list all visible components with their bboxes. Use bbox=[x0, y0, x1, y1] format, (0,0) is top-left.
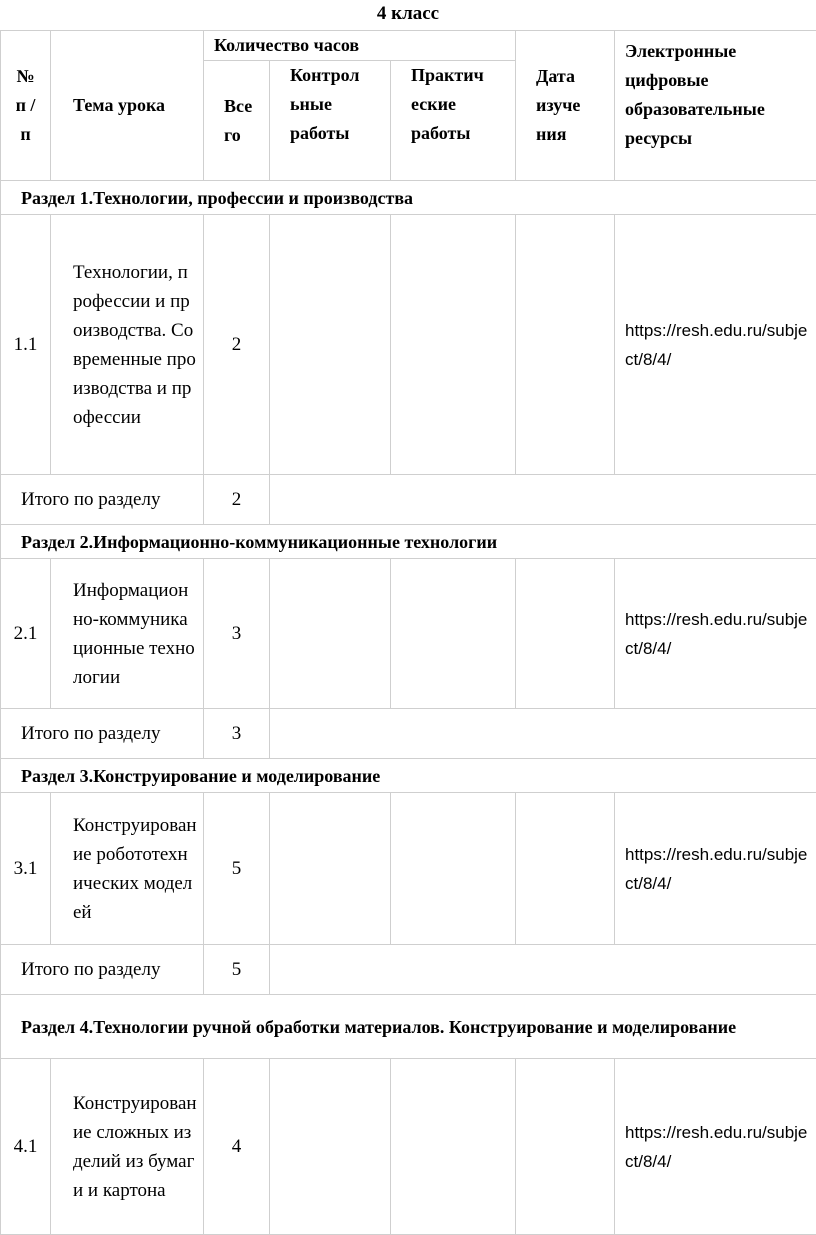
lesson-topic: Информационно-коммуникационные технологии bbox=[51, 559, 204, 709]
lesson-practical bbox=[391, 1059, 516, 1235]
lesson-hours: 2 bbox=[204, 215, 270, 475]
lesson-date bbox=[516, 1059, 615, 1235]
total-hours: 3 bbox=[204, 709, 270, 759]
lesson-row bbox=[1, 1059, 816, 1235]
lesson-row bbox=[1, 793, 816, 945]
total-hours: 5 bbox=[204, 945, 270, 995]
section-title: Раздел 2.Информационно-коммуникационные технологии bbox=[1, 525, 816, 559]
total-row bbox=[1, 709, 816, 759]
header-date: Дата изуче ния bbox=[516, 31, 615, 181]
section-title: Раздел 1.Технологии, профессии и производства bbox=[1, 181, 816, 215]
lesson-date bbox=[516, 793, 615, 945]
lesson-resource-link[interactable]: https://resh.edu.ru/subject/8/4/ bbox=[615, 215, 816, 475]
lesson-resource-link[interactable]: https://resh.edu.ru/subject/8/4/ bbox=[615, 793, 816, 945]
lesson-num: 3.1 bbox=[1, 793, 51, 945]
lesson-practical bbox=[391, 793, 516, 945]
header-control: Контрол ьные работы bbox=[270, 61, 391, 181]
header-resources: Электронные цифровые образовательные ресурсы bbox=[615, 31, 816, 181]
total-label: Итого по разделу bbox=[1, 945, 204, 995]
total-empty bbox=[270, 709, 816, 759]
curriculum-table bbox=[0, 30, 816, 1235]
section-row bbox=[1, 525, 816, 559]
total-label: Итого по разделу bbox=[1, 709, 204, 759]
lesson-row bbox=[1, 559, 816, 709]
lesson-control bbox=[270, 559, 391, 709]
lesson-date bbox=[516, 215, 615, 475]
lesson-num: 4.1 bbox=[1, 1059, 51, 1235]
lesson-resource-link[interactable]: https://resh.edu.ru/subject/8/4/ bbox=[615, 1059, 816, 1235]
lesson-topic: Конструирование робототехнических моделей bbox=[51, 793, 204, 945]
lesson-hours: 5 bbox=[204, 793, 270, 945]
total-label: Итого по разделу bbox=[1, 475, 204, 525]
total-row bbox=[1, 945, 816, 995]
lesson-resource-link[interactable]: https://resh.edu.ru/subject/8/4/ bbox=[615, 559, 816, 709]
lesson-topic: Конструирование сложных изделий из бумаги и картона bbox=[51, 1059, 204, 1235]
total-empty bbox=[270, 945, 816, 995]
header-num: № п / п bbox=[1, 31, 51, 181]
header-topic: Тема урока bbox=[51, 31, 204, 181]
lesson-practical bbox=[391, 215, 516, 475]
lesson-row bbox=[1, 215, 816, 475]
header-hours: Количество часов bbox=[204, 31, 516, 61]
section-title: Раздел 4.Технологии ручной обработки материалов. Конструирование и моделирование bbox=[1, 995, 816, 1059]
lesson-num: 2.1 bbox=[1, 559, 51, 709]
page-title: 4 класс bbox=[0, 2, 816, 26]
header-practical: Практич еские работы bbox=[391, 61, 516, 181]
section-row bbox=[1, 995, 816, 1059]
lesson-control bbox=[270, 793, 391, 945]
lesson-hours: 4 bbox=[204, 1059, 270, 1235]
lesson-num: 1.1 bbox=[1, 215, 51, 475]
total-hours: 2 bbox=[204, 475, 270, 525]
lesson-control bbox=[270, 215, 391, 475]
total-empty bbox=[270, 475, 816, 525]
total-row bbox=[1, 475, 816, 525]
lesson-practical bbox=[391, 559, 516, 709]
section-row bbox=[1, 181, 816, 215]
lesson-date bbox=[516, 559, 615, 709]
header-total: Все го bbox=[204, 61, 270, 181]
section-title: Раздел 3.Конструирование и моделирование bbox=[1, 759, 816, 793]
header-row-1 bbox=[1, 31, 816, 61]
lesson-hours: 3 bbox=[204, 559, 270, 709]
lesson-topic: Технологии, профессии и производства. Современные производства и профессии bbox=[51, 215, 204, 475]
lesson-control bbox=[270, 1059, 391, 1235]
section-row bbox=[1, 759, 816, 793]
